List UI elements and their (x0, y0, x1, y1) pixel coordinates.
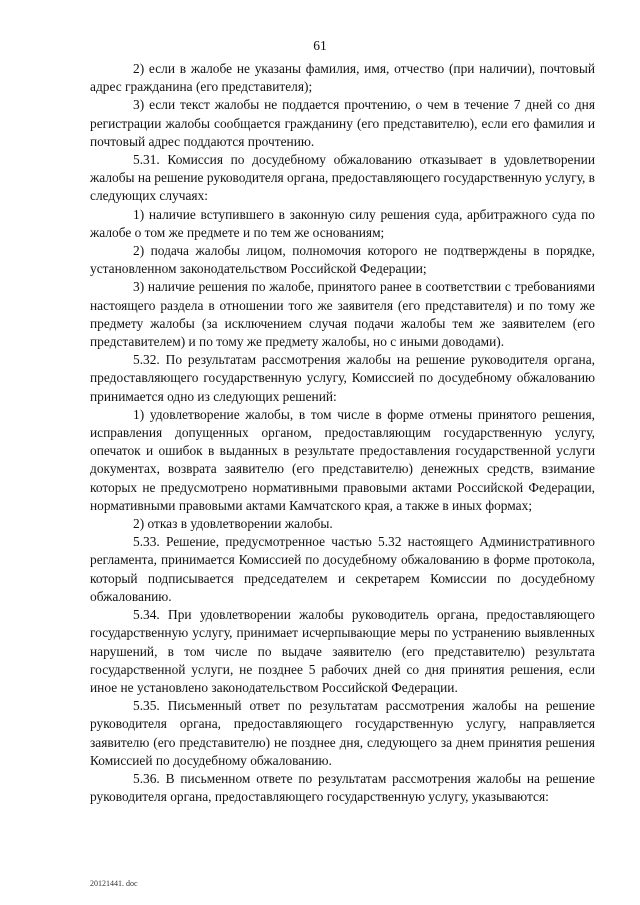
paragraph: 3) наличие решения по жалобе, принятого ранее в соответствии с требованиями настоящего раздела в отношении того же заявителя (его представителя) и по тому же предмету жалобы (за исключением случая подачи жалобы тем же заявителем (его представителем) и по тому же предмету жалобы, но с иными доводами). (90, 279, 595, 350)
paragraph: 2) если в жалобе не указаны фамилия, имя, отчество (при наличии), почтовый адрес гражданина (его представителя); (90, 61, 595, 95)
paragraph: 5.32. По результатам рассмотрения жалобы на решение руководителя органа, предоставляющего государственную услугу, Комиссией по досудебному обжалованию принимается одно из следующих решений: (90, 352, 595, 404)
paragraph: 1) наличие вступившего в законную силу решения суда, арбитражного суда по жалобе о том же предмете и по тем же основаниям; (90, 206, 595, 240)
footer-filename: 20121441. doc (90, 879, 138, 888)
paragraph: 5.35. Письменный ответ по результатам рассмотрения жалобы на решение руководителя органа, предоставляющего государственную услугу, направляется заявителю (его представителю) не позднее дня, следующего за днем принятия решения Комиссией по досудебному обжалованию. (90, 698, 595, 768)
paragraph: 3) если текст жалобы не поддается прочтению, о чем в течение 7 дней со дня регистрации жалобы сообщается гражданину (его представителю), если его фамилия и почтовый адрес поддаются прочтению. (90, 97, 595, 149)
paragraph: 2) подача жалобы лицом, полномочия которого не подтверждены в порядке, установленном законодательством Российской Федерации; (90, 243, 595, 277)
paragraph: 5.31. Комиссия по досудебному обжалованию отказывает в удовлетворении жалобы на решение руководителя органа, предоставляющего государственную услугу, в следующих случаях: (90, 152, 596, 204)
paragraph: 5.36. В письменном ответе по результатам рассмотрения жалобы на решение руководителя органа, предоставляющего государственную услугу, указываются: (90, 770, 595, 805)
page-number: 61 (313, 38, 327, 53)
paragraph: 2) отказ в удовлетворении жалобы. (133, 516, 333, 532)
paragraph: 5.34. При удовлетворении жалобы руководитель органа, предоставляющего государственную услугу, принимает исчерпывающие меры по устранению выявленных нарушений, в том числе по выдаче заявителю (его представителю) результата государственной услуги, не позднее 5 рабочих дней со дня принятия решения, если иное не установлено законодательством Российской Федерации. (90, 607, 595, 695)
paragraph: 5.33. Решение, предусмотренное частью 5.32 настоящего Административного регламента, принимается Комиссией по досудебному обжалованию в форме протокола, который подписывается председателем и секретарем Комиссии по досудебному обжалованию. (90, 534, 595, 604)
paragraph: 1) удовлетворение жалобы, в том числе в форме отмены принятого решения, исправления допущенных органом, предоставляющим государственную услугу, опечаток и ошибок в выданных в результате предоставления государственной услуги документах, возврата заявителю (его представителю) денежных средств, взимание которых не предусмотрено нормативными правовыми актами Российской Федерации, нормативными правовыми актами Камчатского края, а также в иных формах; (90, 406, 595, 513)
document-body (90, 60, 595, 806)
